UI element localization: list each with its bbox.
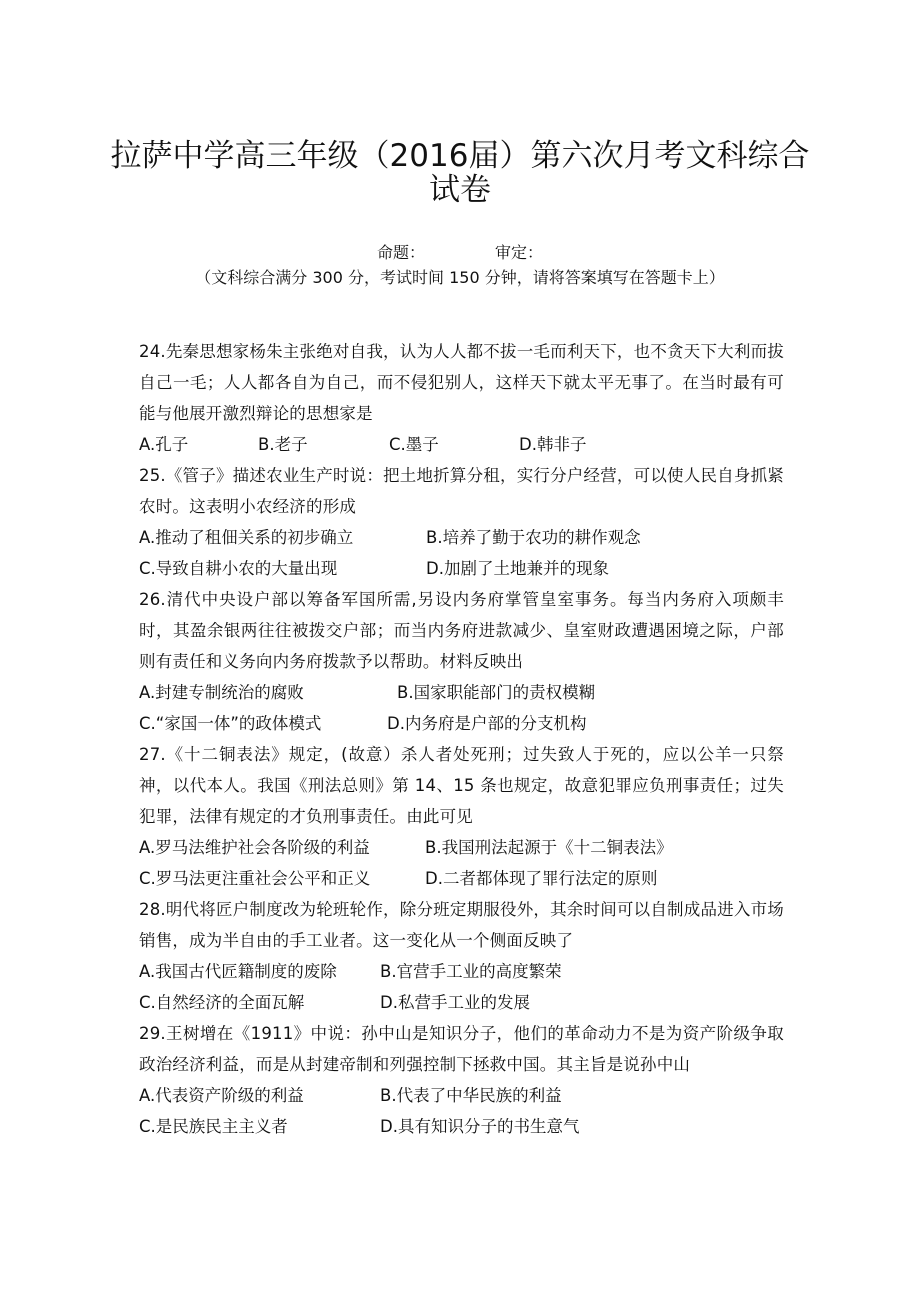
option-c: C.“家国一体”的政体模式 — [139, 714, 322, 733]
option-row — [139, 956, 784, 987]
option-b: B.老子 — [258, 435, 308, 454]
option-d: D.私营手工业的发展 — [380, 993, 530, 1012]
option-b: B.我国刑法起源于《十二铜表法》 — [425, 838, 673, 857]
option-d: D.具有知识分子的书生意气 — [380, 1117, 580, 1136]
question-28 — [139, 894, 784, 1018]
exam-title-line-1: 拉萨中学高三年级（2016届）第六次月考文科综合 — [110, 138, 810, 174]
proposer-label: 命题： — [376, 243, 425, 262]
option-row — [139, 677, 784, 708]
option-row — [139, 522, 784, 553]
option-a: A.孔子 — [139, 435, 189, 454]
question-stem: 25.《管子》描述农业生产时说：把土地折算分租，实行分户经营，可以使人民自身抓紧农时。这表明小农经济的形成 — [139, 466, 784, 516]
option-row — [139, 553, 784, 584]
option-row — [139, 1111, 784, 1142]
question-stem: 29.王树增在《1911》中说：孙中山是知识分子，他们的革命动力不是为资产阶级争取政治经济利益，而是从封建帝制和列强控制下拯救中国。其主旨是说孙中山 — [139, 1024, 784, 1074]
question-27 — [139, 739, 784, 894]
option-b: B.国家职能部门的责权模糊 — [397, 683, 596, 702]
question-stem: 24.先秦思想家杨朱主张绝对自我，认为人人都不拔一毛而利天下，也不贪天下大利而拔自己一毛；人人都各自为自己，而不侵犯别人，这样天下就太平无事了。在当时最有可能与他展开激烈辩论的思想家是 — [139, 342, 784, 423]
option-d: D.内务府是户部的分支机构 — [387, 714, 587, 733]
option-b: B.培养了勤于农功的耕作观念 — [426, 528, 641, 547]
option-row — [139, 832, 784, 863]
question-26 — [139, 584, 784, 739]
option-d: D.二者都体现了罪行法定的原则 — [425, 869, 658, 888]
option-c: C.墨子 — [389, 435, 439, 454]
option-b: B.代表了中华民族的利益 — [380, 1086, 562, 1105]
option-c: C.自然经济的全面瓦解 — [139, 993, 305, 1012]
option-a: A.我国古代匠籍制度的废除 — [139, 962, 337, 981]
question-25 — [139, 460, 784, 584]
option-c: C.是民族民主主义者 — [139, 1117, 288, 1136]
option-a: A.推动了租佃关系的初步确立 — [139, 528, 354, 547]
reviewer-label: 审定： — [495, 243, 544, 262]
exam-title-line-2: 试卷 — [429, 172, 491, 208]
option-a: A.罗马法维护社会各阶级的利益 — [139, 838, 370, 857]
option-row — [139, 863, 784, 894]
option-a: A.封建专制统治的腐败 — [139, 683, 304, 702]
question-29 — [139, 1018, 784, 1142]
question-stem: 27.《十二铜表法》规定，(故意）杀人者处死刑；过失致人于死的，应以公羊一只祭神，以代本人。我国《刑法总则》第 14、15 条也规定，故意犯罪应负刑事责任；过失犯罪，法律有规定的才负刑事责任。由此可见 — [139, 745, 784, 826]
option-c: C.导致自耕小农的大量出现 — [139, 559, 338, 578]
option-a: A.代表资产阶级的利益 — [139, 1086, 304, 1105]
option-d: D.韩非子 — [519, 435, 587, 454]
option-row — [139, 987, 784, 1018]
option-row — [139, 1080, 784, 1111]
question-stem: 28.明代将匠户制度改为轮班轮作，除分班定期服役外，其余时间可以自制成品进入市场销售，成为半自由的手工业者。这一变化从一个侧面反映了 — [139, 900, 784, 950]
exam-instructions: （文科综合满分 300 分，考试时间 150 分钟，请将答案填写在答题卡上） — [195, 268, 725, 287]
question-24 — [139, 336, 784, 460]
author-line — [100, 241, 820, 265]
option-row — [139, 708, 784, 739]
question-list — [139, 336, 784, 1142]
option-row — [139, 429, 784, 460]
option-c: C.罗马法更注重社会公平和正义 — [139, 869, 371, 888]
question-stem: 26.清代中央设户部以筹备军国所需,另设内务府掌管皇室事务。每当内务府入项颇丰时，其盈余银两往往被拨交户部；而当内务府进款减少、皇室财政遭遇困境之际，户部则有责任和义务向内务府拨款予以帮助。材料反映出 — [139, 590, 784, 671]
option-b: B.官营手工业的高度繁荣 — [380, 962, 562, 981]
option-d: D.加剧了土地兼并的现象 — [426, 559, 609, 578]
